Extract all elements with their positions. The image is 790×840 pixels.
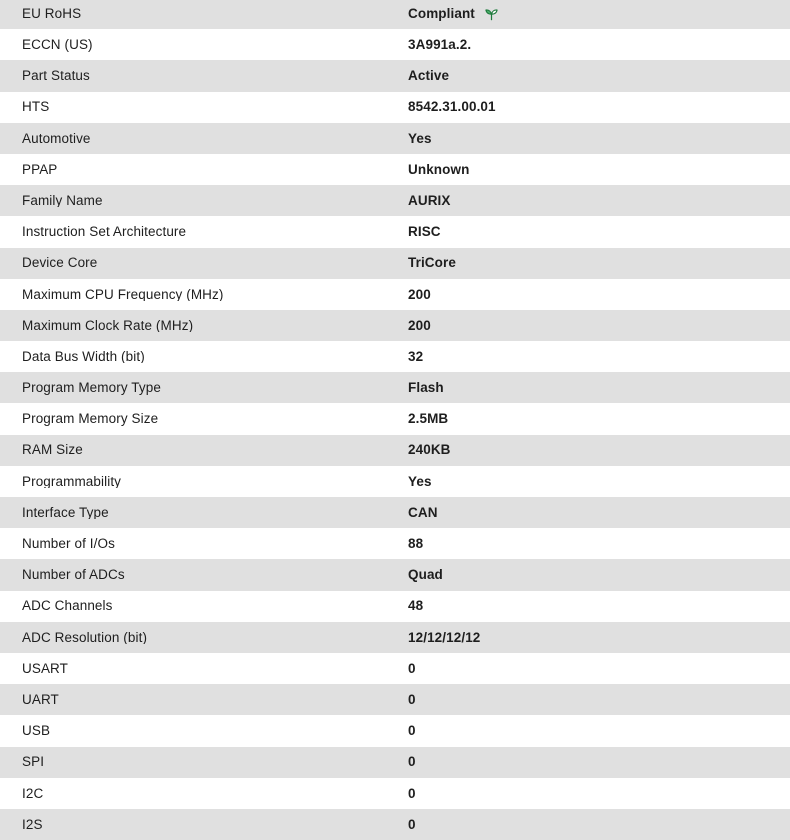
spec-label: PPAP: [22, 162, 58, 177]
spec-row: [0, 809, 790, 840]
spec-row: [0, 60, 790, 91]
spec-label: Number of I/Os: [22, 537, 115, 551]
spec-value-text: Flash: [408, 380, 444, 396]
spec-value: [408, 475, 432, 489]
spec-value-text: RISC: [408, 224, 441, 240]
spec-label: Instruction Set Architecture: [22, 225, 187, 239]
spec-row: [0, 528, 790, 559]
spec-row: [0, 372, 790, 403]
spec-value: [408, 537, 423, 551]
spec-value: [408, 132, 432, 146]
spec-value: [408, 599, 423, 613]
spec-value: [408, 662, 416, 676]
spec-row: [0, 622, 790, 653]
spec-label: Program Memory Size: [22, 412, 159, 426]
spec-label: Data Bus Width (bit): [22, 349, 145, 364]
spec-value-text: 48: [408, 598, 424, 614]
spec-value: [408, 256, 456, 270]
spec-label: I2S: [22, 817, 43, 832]
spec-label: RAM Size: [22, 443, 83, 457]
spec-value: [408, 288, 431, 302]
spec-value: [408, 568, 443, 582]
spec-label: UART: [22, 692, 59, 707]
spec-value-text: Unknown: [408, 161, 470, 177]
spec-label: Maximum CPU Frequency (MHz): [22, 287, 224, 302]
spec-label: SPI: [22, 755, 45, 769]
spec-label: Program Memory Type: [22, 381, 161, 395]
spec-row: [0, 123, 790, 154]
spec-row: [0, 778, 790, 809]
spec-label: Automotive: [22, 131, 91, 146]
spec-row: [0, 310, 790, 341]
spec-row: [0, 0, 790, 29]
spec-value-text: 12/12/12/12: [408, 629, 481, 645]
spec-row: [0, 29, 790, 60]
spec-label: Part Status: [22, 69, 90, 83]
spec-value-text: 200: [408, 317, 431, 333]
spec-value: [408, 787, 416, 801]
spec-value-text: 32: [408, 348, 424, 364]
spec-value-text: Yes: [408, 130, 432, 146]
spec-value-text: 200: [408, 286, 431, 302]
spec-label: ADC Resolution (bit): [22, 630, 148, 645]
spec-value: [408, 100, 496, 114]
leaf-sprout-icon: [484, 6, 500, 22]
spec-value-text: 8542.31.00.01: [408, 99, 496, 115]
spec-value: [408, 194, 451, 208]
spec-row: [0, 747, 790, 778]
spec-value: [408, 412, 448, 426]
spec-value-text: TriCore: [408, 255, 456, 271]
spec-row: [0, 248, 790, 279]
spec-value-text: 240KB: [408, 442, 451, 458]
spec-row: [0, 185, 790, 216]
spec-label: Interface Type: [22, 505, 109, 520]
spec-row: [0, 497, 790, 528]
spec-label: ECCN (US): [22, 38, 93, 52]
spec-value-text: 88: [408, 536, 424, 552]
spec-value-text: 0: [408, 785, 416, 801]
spec-value-text: 0: [408, 754, 416, 770]
spec-row: [0, 341, 790, 372]
spec-value-text: AURIX: [408, 192, 451, 208]
spec-value: [408, 693, 416, 707]
spec-row: [0, 216, 790, 247]
spec-value: [408, 5, 500, 22]
spec-row: [0, 653, 790, 684]
spec-value-text: 3A991a.2.: [408, 37, 472, 53]
spec-value: [408, 443, 451, 457]
spec-value: [408, 381, 444, 395]
spec-value: [408, 225, 441, 239]
spec-value: [408, 818, 416, 832]
spec-value-text: Yes: [408, 473, 432, 489]
spec-value-text: 0: [408, 723, 416, 739]
spec-row: [0, 435, 790, 466]
spec-value-text: 2.5MB: [408, 411, 449, 427]
spec-row: [0, 92, 790, 123]
spec-value-text: Compliant: [408, 5, 475, 21]
spec-value-text: 0: [408, 691, 416, 707]
spec-label: HTS: [22, 100, 50, 114]
spec-value-text: 0: [408, 816, 416, 832]
spec-row: [0, 591, 790, 622]
spec-row: [0, 466, 790, 497]
spec-row: [0, 154, 790, 185]
spec-label: I2C: [22, 786, 44, 801]
spec-value: [408, 724, 416, 738]
spec-row: [0, 279, 790, 310]
spec-row: [0, 559, 790, 590]
spec-value: [408, 631, 480, 645]
spec-value: [408, 506, 438, 520]
spec-label: Family Name: [22, 193, 103, 208]
spec-row: [0, 403, 790, 434]
spec-label: EU RoHS: [22, 6, 82, 21]
spec-label: Number of ADCs: [22, 568, 125, 582]
spec-row: [0, 715, 790, 746]
spec-value: [408, 319, 431, 333]
spec-value-text: Quad: [408, 567, 443, 583]
spec-label: USB: [22, 724, 51, 738]
spec-label: Device Core: [22, 256, 98, 270]
spec-row: [0, 684, 790, 715]
spec-label: Maximum Clock Rate (MHz): [22, 318, 194, 333]
spec-value-text: Active: [408, 68, 450, 84]
spec-value: [408, 755, 416, 769]
spec-value: [408, 38, 471, 52]
spec-value-text: CAN: [408, 504, 438, 520]
spec-value: [408, 69, 449, 83]
spec-label: ADC Channels: [22, 599, 113, 613]
spec-value: [408, 350, 423, 364]
spec-label: USART: [22, 661, 69, 676]
spec-value: [408, 163, 469, 177]
spec-value-text: 0: [408, 660, 416, 676]
spec-label: Programmability: [22, 474, 122, 489]
